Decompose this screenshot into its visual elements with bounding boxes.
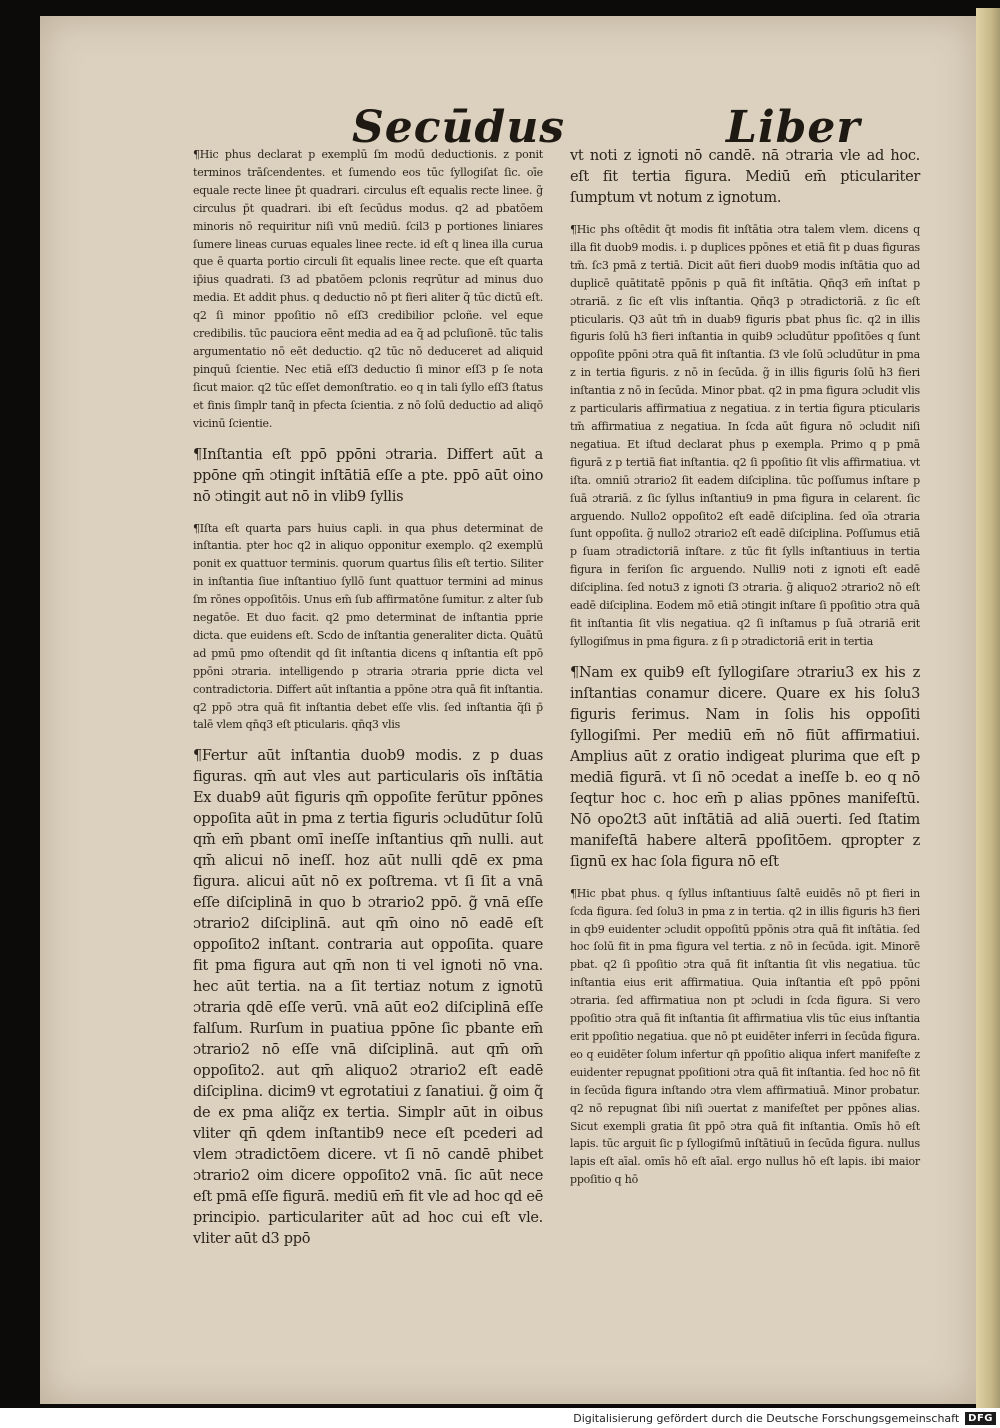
- lemma-paragraph: ¶Nam ex quib9 eſt ſyllogiſare ɔtrariu3 ex his z inſtantias conamur dicere. Quare ex his ſolu3 figuris ferimus. Nam in ſolis his oppoſiti ſyllogiſmi. Per mediū em̄ nō fiūt affirmatiui. Amplius aūt z oratio indigeat plurima que eſt p mediā figurā. vt ſi nō ɔcedat a ineſſe b. eo q nō ſeqtur hoc c. hoc em̄ p alias ppōnes manifeſtū. Nō opo2t3 aūt inſtātiā ad aliā ɔuerti. ſed ſtatim manifeſtā habere alterā ppoſitōem. qpropter z ſignū ex hac ſola figura nō eſt: [570, 664, 920, 870]
- next-page-edge: [976, 8, 1000, 1408]
- lemma-paragraph: ¶Inſtantia eſt ppō ppōni ɔtraria. Differt aūt a ppōne qm̄ ɔtingit inſtātiā eſſe a pte. ppō aūt oino nō ɔtingit aut nō in vlib9 ſyllis: [193, 446, 543, 505]
- paragraph: ¶Hic pbat phus. q ſyllus inſtantiuus ſaltē euidēs nō pt fieri in ſcda figura. ſed ſolu3 in pma z in tertia. q2 in illis figuris h3 fieri in qb9 euidenter ɔcludit oppoſitū ppōnis ɔtra quā fit inſtātia. ſed hoc ſolū fit in pma figura vel tertia. z nō in ſecūda. igit. Minorē pbat. q2 ſi ppoſitio ɔtra quā fit inſtantia ſit vlis negatiua. tūc inſtantia eius erit affirmatiua. Quia inſtantia eſt ppō ppōni ɔtraria. ſed affirmatiua non pt ɔcludi in ſcda figura. Si vero ppoſitio ɔtra quā fit inſtantia ſit affirmatiua vlis tūc eius inſtantia erit ppoſitio negatiua. que nō pt euidēter inferri in ſecūda figura. eo q euidēter ſolum infertur qn̄ ppoſitio aliqua infert manifeſte z euidenter repugnat ppoſitioni ɔtra quā fit inſtantia. ſed hoc nō fit in ſecūda figura inſtando ɔtra vlem affirmatiuā. Minor probatur. q2 nō repugnat ſibi niſi ɔuertat z manifeſtet per ppōnes alias. Sicut exempli gratia ſit ppō ɔtra quā fit inſtantia. Omīs hō eſt lapis. tūc arguit ſic p ſyllogiſmū inſtātiuū in ſecūda figura. nullus lapis eſt aīal. omīs hō eſt aīal. ergo nullus hō eſt lapis. ibi maior ppoſitio q hō: [570, 886, 920, 1187]
- paragraph: ¶Iſta eſt quarta pars huius capli. in qua phus determinat de inſtantia. pter hoc q2 in aliquo opponitur exemplo. q2 exemplū ponit ex quattuor terminis. quorum quartus ſilis eſt tertio. Siliter in inſtantia ſiue inſtantiuo ſyllō ſunt quattuor termini ad minus ſm rōnes oppoſitōis. Unus em̄ ſub affirmatōne ſumitur. z alter ſub negatōe. Et duo facit. q2 pmo determinat de inſtantia pprie dicta. que euidens eſt. Scdo de inſtantia generaliter dicta. Quātū ad pmū pmo oſtendit qd ſit inſtantia dicens q inſtantia eſt ppō ppōni ɔtraria. intelligendo p ɔtraria ɔtraria pprie dicta vel contradictoria. Differt aūt inſtantia a ppōne ɔtra quā fit inſtantia. q2 ppō ɔtra quā fit inſtantia debet eſſe vlis. ſed inſtantia q̃ſi p̄ talē vlem qn̄q3 eſt pticularis. qn̄q3 vlis: [193, 521, 543, 732]
- lemma-paragraph: ¶Fertur aūt inſtantia duob9 modis. z p duas figuras. qm̄ aut vles aut particularis oīs inſtātia Ex duab9 aūt figuris qm̄ oppoſite ferūtur ppōnes oppoſita aūt in pma z tertia figuris ɔcludūtur ſolū qm̄ em̄ pbant omī ineſſe inſtantius qm̄ nulli. aut qm̄ alicui nō ineſſ. hoz aūt nulli qdē ex pma figura. alicui aūt nō ex poſtrema. vt ſi ſit a vnā eſſe diſciplinā in quo b ɔtrario2 ppō. g̃ vnā eſſe ɔtrario2 diſciplinā. aut qm̄ oino nō eadē eſt oppoſito2 inſtant. contraria aut oppoſita. quare fit pma figura aut qm̄ non ti vel ignoti nō vna. hec aūt tertia. na a ſit tertiaz notum z ignotū ɔtraria qdē eſſe verū. vnā aūt eo2 diſciplinā eſſe falſum. Rurſum in puatiua ppōne ſic pbante em̄ ɔtrario2 nō eſſe vnā diſciplinā. aut qm̄ om̄ oppoſito2. aut qm̄ aliquo2 ɔtrario2 eſt eadē diſciplina. dicim9 vt egrotatiui z ſanatiui. g̃ oim q̃ de ex pma aliq̃z ex tertia. Simplr aūt in oibus vliter qn̄ qdem inſtantib9 nece eſt pcederi ad vlem ɔtradictōem dicere. vt ſi nō candē phibet ɔtrario2 oim dicere oppoſito2 vnā. ſic aūt nece eſt pmā eſſe figurā. mediū em̄ fit vle ad hoc qd eē principio. particulariter aūt ad hoc cui eſt vle. vliter aūt d3 ppō: [193, 748, 543, 1248]
- paragraph: ¶Hic phus declarat p exemplū ſm modū deductionis. z ponit terminos trāſcendentes. et ſumendo eos tūc ſyllogiſat ſic. oīe equale recte linee p̄t quadrari. circulus eſt equalis recte linee. g̃ circulus p̄t quadrari. ibi eſt ſecūdus modus. q2 ad pbatōem minoris nō requiritur niſi vnū mediū. ſcil3 p portiones liniares ſumere lineas curuas equales linee recte. id eſt q linea illa curua que ē quarta portio circuli ſit equalis linee recte. que eſt quarta ip̄ius quadrati. ſ3 ad pbatōem pclonis reqrūtur ad minus duo media. Et addit phus. q deductio nō pt fieri aliter q̃ tūc dictū eſt. q2 ſi minor ppoſitio nō eſſ3 credibilior pcloñe. vel eque credibilis. tūc pauciora eēnt media ad ea q̃ ad pcluſionē. tūc talis argumentatio nō eēt deductio. q2 tūc nō deduceret ad aliquid pinquū ſcientie. Nec etiā eſſ3 deductio ſi minor eſſ3 p ſe nota ſicut maior. q2 tūc eſſet demonſtratio. eo q in tali ſyllo eſſ3 ſtatus et finis ſimplr tanq̃ in pfecta ſcientia. z nō ſolū deductio ad aliqō vicinū ſcientie.: [193, 148, 543, 430]
- footer-credit: Digitalisierung gefördert durch die Deutsche Forschungsgemeinschaft: [573, 1411, 960, 1425]
- running-head-left: Secūdus: [352, 102, 566, 153]
- right-text-column: [570, 146, 920, 1201]
- footer-bar: [0, 1408, 1000, 1428]
- lemma-paragraph: vt noti z ignoti nō candē. nā ɔtraria vle ad hoc. eſt fit tertia figura. Mediū em̄ pticulariter ſumptum vt notum z ignotum.: [570, 148, 920, 206]
- left-text-column: [193, 146, 543, 1262]
- dfg-logo-icon: DFG: [965, 1412, 996, 1425]
- paragraph: ¶Hic phs oſtēdit q̄t modis fit inſtātia ɔtra talem vlem. dicens q illa fit duob9 modis. i. p duplices ppōnes et etiā fit p duas figuras tm̄. ſc3 pmā z tertiā. Dicit aūt fieri duob9 modis inſtātia quo ad duplicē quātitatē ppōnis p quā fit inſtātia. Qn̄q3 em̄ inſtat p ɔtrariā. z ſic eſt vlis inſtantia. Qn̄q3 p ɔtradictoriā. z ſic eſt pticularis. Q3 aūt tm̄ in duab9 figuris pbat phus ſic. q2 in illis figuris ſolū h3 fieri inſtantia in quib9 ɔcludūtur ppoſitōes q ſunt oppoſite ppōni ɔtra quā fit inſtantia. ſ3 vle ſolū ɔcludūtur in pma z in tertia figuris. z nō in ſecūda. g̃ in illis figuris ſolū h3 fieri inſtantia z nō in ſecūda. Minor pbat. q2 in pma figura ɔcludit vlis z particularis affirmatiua z negatiua. z in tertia figura pticularis tm̄ affirmatiua z negatiua. In ſcda aūt figura nō ɔcludit niſi negatiua. Et iſtud declarat phus p exempla. Primo q p pmā figurā z p tertiā fiat inſtantia. q2 ſi ppoſitio ſit vlis affirmatiua. vt iſta. omniū ɔtrario2 ſit eadem diſciplina. tūc poſſumus inſtare p ſuā ɔtrariā. z ſic ſyllus inſtantiu9 in pma figura in celarent. ſic arguendo. Nullo2 oppoſito2 eſt eadē diſciplina. ſed oīa ɔtraria ſunt oppoſita. g̃ nullo2 ɔtrario2 eſt eadē diſciplina. Poſſumus etiā p ſuam ɔtradictoriā inſtare. z tūc fit ſylls inſtantiuus in tertia figura in feriſon ſic arguendo. Nulli9 noti z ignoti eſt eadē diſciplina. ſed notu3 z ignoti ſ3 ɔtraria. g̃ aliquo2 ɔtrario2 nō eſt eadē diſciplina. Eodem mō etiā ɔtingit inſtare ſi ppoſitio ɔtra quā fit inſtantia ſit vlis negatiua. q2 ſi inſtamus p ſuā ɔtrariā erit ſyllogiſmus in pma figura. z ſi p ɔtradictoriā erit in tertia: [570, 223, 920, 648]
- running-head-right: Liber: [726, 102, 861, 153]
